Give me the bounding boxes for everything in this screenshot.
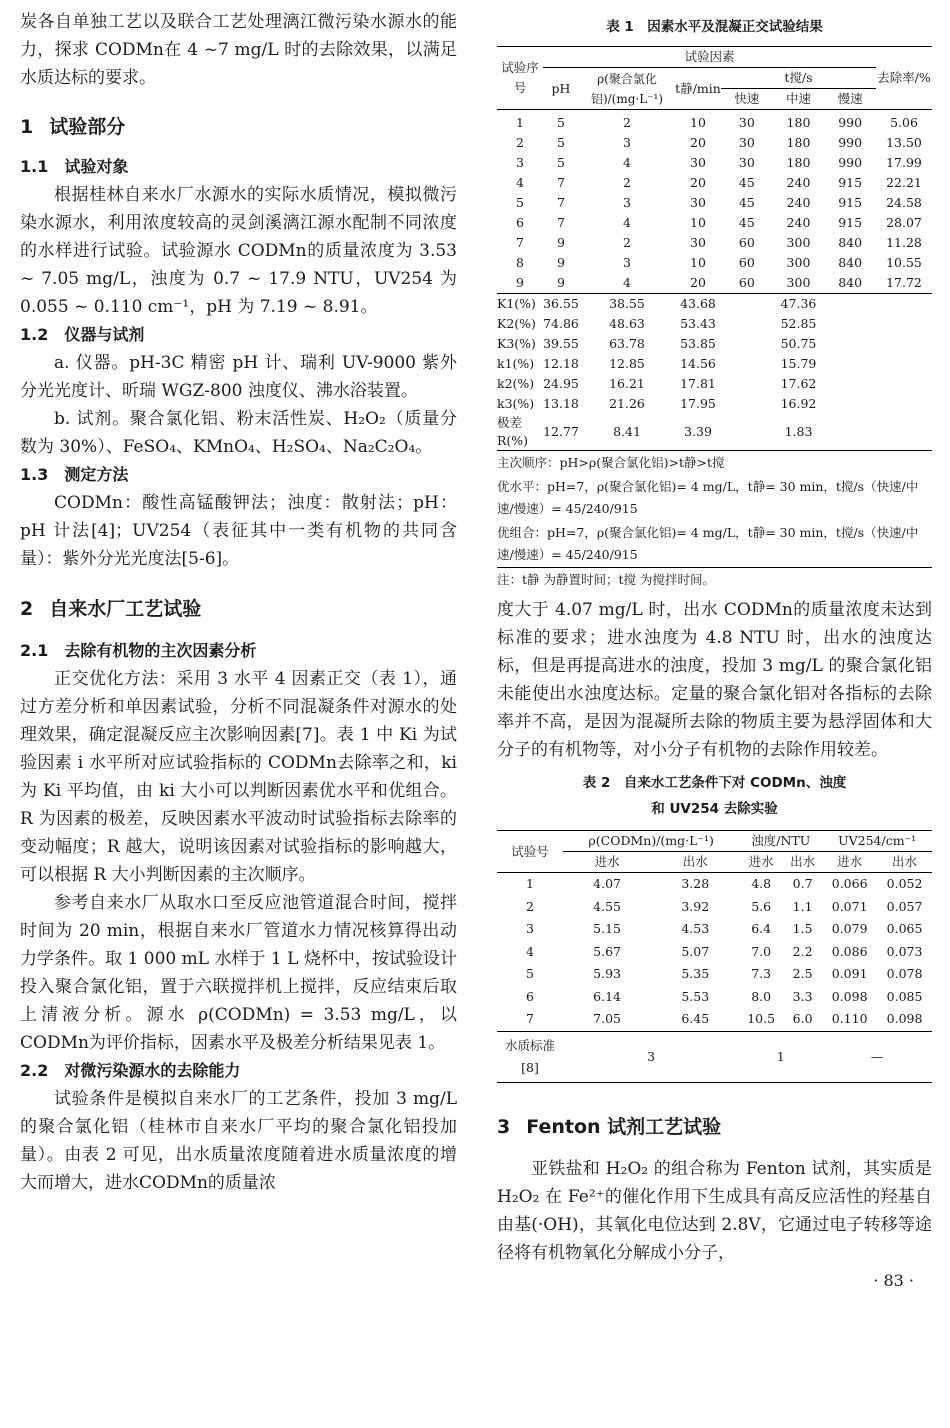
stats-cell: 36.55 xyxy=(543,296,579,311)
header-run: 试验序号 xyxy=(501,60,539,95)
table-cell: 10.55 xyxy=(886,255,922,270)
stats-cell: 53.43 xyxy=(680,316,716,331)
stats-row xyxy=(497,334,932,354)
table-cell: 17.99 xyxy=(886,155,922,170)
table-cell: 3 xyxy=(623,255,631,270)
table-row xyxy=(497,1008,932,1031)
table-cell: 20 xyxy=(690,135,706,150)
stats-cell: 53.85 xyxy=(680,336,716,351)
table-cell: 0.078 xyxy=(886,966,923,981)
stats-cell: 15.79 xyxy=(780,356,817,371)
paragraph-reagents: b. 试剂。聚合氯化铝、粉末活性炭、H₂O₂（质量分数为 30%）、FeSO₄、KMnO₄、H₂SO₄、Na₂C₂O₄。 xyxy=(20,409,457,457)
table-cell: 6 xyxy=(516,215,524,230)
table-cell: 1.5 xyxy=(792,921,813,936)
subsection-1-2-heading xyxy=(20,321,457,349)
stats-row xyxy=(497,314,932,334)
table-cell: 4.55 xyxy=(593,898,621,914)
subsection-title: 测定方法 xyxy=(64,465,129,484)
stats-cell: K1(%) xyxy=(497,296,536,311)
table-cell: 840 xyxy=(838,275,863,290)
table-cell: 6.14 xyxy=(593,988,621,1004)
table-cell: 2 xyxy=(623,115,631,130)
table-cell: 180 xyxy=(786,155,811,170)
stats-cell: 12.85 xyxy=(609,356,645,371)
header-turbidity: 浊度/NTU xyxy=(739,831,822,852)
table-cell: 9 xyxy=(516,275,524,290)
header-fast: 快速 xyxy=(734,91,760,106)
stats-cell: 63.78 xyxy=(609,336,645,351)
table-cell: 3.28 xyxy=(681,876,710,891)
table-row xyxy=(497,873,932,896)
section-number: 1 xyxy=(20,116,34,138)
stats-row xyxy=(497,374,932,394)
table-row xyxy=(497,173,932,193)
table-cell: 0.052 xyxy=(886,876,923,891)
table-cell: 10 xyxy=(690,255,706,270)
stats-cell: 12.18 xyxy=(543,356,579,371)
table-cell: 60 xyxy=(738,255,755,270)
table-cell: 180 xyxy=(786,135,811,150)
section-2-heading xyxy=(20,595,457,623)
table-cell: 300 xyxy=(786,235,811,250)
table-cell: 4 xyxy=(623,155,631,170)
table-cell: 0.071 xyxy=(831,898,868,914)
table-cell: 22.21 xyxy=(886,175,922,190)
table-cell: 0.079 xyxy=(831,921,868,936)
subsection-number: 1.1 xyxy=(20,157,49,176)
header-removal: 去除率/% xyxy=(877,70,931,85)
stats-cell: 74.86 xyxy=(543,316,579,331)
table-cell: 0.086 xyxy=(831,943,868,959)
table-1 xyxy=(497,46,932,450)
table-cell: 3 xyxy=(623,135,631,150)
optimal-combination: 优组合：pH=7，ρ(聚合氯化铝)= 4 mg/L，t静= 30 min，t搅/s（快速/中速/慢速）= 45/240/915 xyxy=(497,525,919,562)
stats-cell: 8.41 xyxy=(613,424,641,439)
table-row xyxy=(497,133,932,153)
table-cell: 5.06 xyxy=(890,115,918,130)
empty-cell xyxy=(876,354,932,374)
section-title: 试验部分 xyxy=(49,116,126,138)
table-cell: 0.085 xyxy=(886,988,923,1004)
table-cell: 11.28 xyxy=(886,235,922,250)
table-row xyxy=(497,896,932,919)
table-cell: 24.58 xyxy=(886,195,922,210)
stats-cell: 17.62 xyxy=(780,376,817,391)
table-cell: 30 xyxy=(738,115,755,130)
subsection-title: 仪器与试剂 xyxy=(64,325,145,344)
stats-cell: 48.63 xyxy=(609,316,645,331)
table-cell: 5.15 xyxy=(593,921,621,936)
paragraph-table2-discussion: 度大于 4.07 mg/L 时，出水 CODMn的质量浓度未达到标准的要求；进水浊度为 4.8 NTU 时，出水的浊度达标，但是再提高进水的浊度，投加 3 mg/L 的聚合氯化铝未能使出水浊度达标。定量的聚合氯化铝对各指标的去除率并不高，是因为混凝所去除的物质主要为悬浮固体和大分子的有机物等，对小分子有机物的去除作用较差。 xyxy=(497,600,932,760)
table-cell: 5 xyxy=(516,195,524,210)
table-row xyxy=(497,153,932,173)
table-cell: 0.065 xyxy=(886,921,923,936)
table-row xyxy=(497,986,932,1009)
table-cell: 5.93 xyxy=(593,966,621,981)
stats-cell: 16.21 xyxy=(609,376,645,391)
table-cell: 4 xyxy=(516,175,524,190)
section-title: 自来水厂工艺试验 xyxy=(49,598,202,620)
section-3-heading xyxy=(497,1113,932,1141)
header-inflow: 进水 xyxy=(837,854,863,869)
table-cell: 4.07 xyxy=(593,876,621,891)
stats-cell: K3(%) xyxy=(497,336,536,351)
header-pac: ρ(聚合氯化铝)/(mg·L⁻¹) xyxy=(590,71,664,106)
table-cell: 7 xyxy=(557,195,565,210)
table-cell: 5.67 xyxy=(593,943,621,959)
header-inflow: 进水 xyxy=(748,854,774,869)
header-outflow: 出水 xyxy=(790,854,816,869)
stats-cell: 21.26 xyxy=(609,396,645,411)
table-cell: 3 xyxy=(526,921,534,936)
table-cell: 1 xyxy=(526,876,534,891)
table-cell: 9 xyxy=(557,235,565,250)
header-outflow: 出水 xyxy=(892,854,918,869)
subsection-title: 试验对象 xyxy=(64,157,129,176)
header-slow: 慢速 xyxy=(837,91,863,106)
table-cell: 60 xyxy=(738,235,755,250)
table-cell: 20 xyxy=(690,175,706,190)
subsection-number: 1.3 xyxy=(20,465,49,484)
stats-cell: 50.75 xyxy=(780,336,817,351)
subsection-number: 1.2 xyxy=(20,325,49,344)
table-cell: 240 xyxy=(786,215,811,230)
table-cell: 2.2 xyxy=(792,943,813,959)
table-cell: 7.05 xyxy=(593,1011,621,1026)
optimal-level: 优水平：pH=7，ρ(聚合氯化铝)= 4 mg/L，t静= 30 min，t搅/s（快速/中速/慢速）= 45/240/915 xyxy=(497,479,919,516)
stats-cell: k3(%) xyxy=(497,396,535,411)
subsection-1-3-heading xyxy=(20,461,457,489)
table-1-footnote: 注：t静 为静置时间；t搅 为搅拌时间。 xyxy=(497,567,932,592)
standard-turbidity: 1 xyxy=(776,1048,785,1064)
table-2-body xyxy=(497,873,932,1032)
stats-cell: 极差R(%) xyxy=(497,415,529,448)
empty-cell xyxy=(876,294,932,315)
section-title: Fenton 试剂工艺试验 xyxy=(526,1115,722,1138)
table-cell: 28.07 xyxy=(886,215,922,230)
header-cod: ρ(CODMn)/(mg·L⁻¹) xyxy=(563,831,739,852)
paragraph-instruments: a. 仪器。pH-3C 精密 pH 计、瑞利 UV-9000 紫外分光光度计、昕瑞 WGZ-800 浊度仪、沸水浴装置。 xyxy=(20,353,457,401)
table-cell: 10.5 xyxy=(747,1011,776,1026)
table-cell: 915 xyxy=(838,195,863,210)
table-cell: 30 xyxy=(690,195,706,210)
table-cell: 8.0 xyxy=(751,988,772,1004)
table-cell: 6.4 xyxy=(751,921,772,936)
table-cell: 1.1 xyxy=(792,898,813,914)
paragraph-removal-capacity: 试验条件是模拟自来水厂的工艺条件，投加 3 mg/L 的聚合氯化铝（桂林市自来水厂平均的聚合氯化铝投加量）。由表 2 可见，出水质量浓度随着进水质量浓度的增大而增大，进水CODMn的质量浓 xyxy=(20,1089,457,1193)
table-row xyxy=(497,253,932,273)
stats-cell: 17.81 xyxy=(680,376,716,391)
table-row xyxy=(497,963,932,986)
table-cell: 240 xyxy=(786,175,811,190)
table-cell: 5 xyxy=(557,115,565,130)
table-cell: 3 xyxy=(623,195,631,210)
table-cell: 3 xyxy=(516,155,524,170)
table-cell: 7 xyxy=(557,215,565,230)
stats-cell: 47.36 xyxy=(780,296,817,311)
table-cell: 0.110 xyxy=(831,1011,868,1026)
table-cell: 2 xyxy=(623,175,631,190)
table-cell: 0.066 xyxy=(831,876,868,891)
paragraph-orthogonal: 正交优化方法：采用 3 水平 4 因素正交（表 1），通过方差分析和单因素试验，分析不同混凝条件对源水的处理效果，确定混凝反应主次影响因素[7]。表 1 中 Ki 为试验因素 i 水平所对应试验指标的 CODMn去除率之和，ki 为 Ki 平均值，由 ki 大小可以判断因素优水平和优组合。R 为因素的极差，反映因素水平波动时试验指标去除率的变动幅度；R 越大，说明该因素对试验指标的影响越大，可以根据 R 大小判断因素的主次顺序。 xyxy=(20,669,457,885)
section-number: 3 xyxy=(497,1115,511,1138)
stats-cell: 12.77 xyxy=(543,424,579,439)
table-cell: 10 xyxy=(690,215,706,230)
table-cell: 7 xyxy=(516,235,524,250)
section-1-heading xyxy=(20,113,457,141)
left-column xyxy=(20,0,457,1197)
table-cell: 30 xyxy=(738,155,755,170)
paragraph-methods: CODMn：酸性高锰酸钾法；浊度：散射法；pH：pH 计法[4]；UV254（表征其中一类有机物的共同含量）：紫外分光光度法[5-6]。 xyxy=(20,493,457,569)
factor-order: 主次顺序：pH>ρ(聚合氯化铝)>t静>t搅 xyxy=(497,455,725,470)
table-cell: 30 xyxy=(738,135,755,150)
table-cell: 990 xyxy=(838,155,863,170)
subsection-1-1-heading xyxy=(20,153,457,181)
empty-cell xyxy=(876,314,932,334)
paragraph-mixing: 参考自来水厂从取水口至反应池管道混合时间，搅拌时间为 20 min，根据自来水厂管道水力情况核算得出动力学条件。取 1 000 mL 水样于 1 L 烧杯中，按试验设计投入聚合氯化铝，置于六联搅拌机上搅拌，反应结束后取上清液分析。源水 ρ(CODMn) = 3.53 mg/L，以 CODMn为评价指标，因素水平及极差分析结果见表 1。 xyxy=(20,893,457,1053)
table-1-body xyxy=(497,110,932,294)
table-cell: 0.091 xyxy=(831,966,868,981)
table-cell: 5 xyxy=(557,135,565,150)
table-cell: 8 xyxy=(516,255,524,270)
table-cell: 45 xyxy=(738,175,755,190)
table-cell: 30 xyxy=(690,235,706,250)
intro-paragraph: 炭各自单独工艺以及联合工艺处理漓江微污染水源水的能力，探求 CODMn在 4 ~7 mg/L 时的去除效果，以满足水质达标的要求。 xyxy=(20,12,457,88)
table-1-caption: 表 1 因素水平及混凝正交试验结果 xyxy=(606,19,823,35)
table-cell: 0.7 xyxy=(792,876,813,891)
stats-cell: 38.55 xyxy=(609,296,645,311)
table-cell: 2 xyxy=(526,898,534,914)
table-cell: 5.6 xyxy=(751,898,772,914)
table-cell: 5 xyxy=(526,966,534,981)
table-cell: 0.073 xyxy=(886,943,923,959)
stats-cell: 17.95 xyxy=(680,396,716,411)
table-cell: 240 xyxy=(786,195,811,210)
table-cell: 7.0 xyxy=(751,943,772,959)
header-factors: 试验因素 xyxy=(543,47,876,68)
stats-cell: k1(%) xyxy=(497,356,535,371)
stats-cell: 24.95 xyxy=(543,376,579,391)
table-cell: 6 xyxy=(526,988,534,1004)
table-cell: 10 xyxy=(690,115,706,130)
subsection-2-2-heading xyxy=(20,1057,457,1085)
table-row xyxy=(497,941,932,964)
stats-cell: 14.56 xyxy=(680,356,716,371)
table-cell: 2.5 xyxy=(792,966,813,981)
table-cell: 7.3 xyxy=(751,966,772,981)
header-t-stir: t搅/s xyxy=(721,68,876,89)
table-cell: 840 xyxy=(838,255,863,270)
paragraph-fenton: 亚铁盐和 H₂O₂ 的组合称为 Fenton 试剂，其实质是 H₂O₂ 在 Fe²⁺的催化作用下生成具有高反应活性的羟基自由基(·OH)，其氧化电位达到 2.8V，它通过电子转移等途径将有机物氧化分解成小分子， xyxy=(497,1158,932,1263)
table-cell: 4 xyxy=(526,943,534,959)
subsection-title: 去除有机物的主次因素分析 xyxy=(64,641,257,660)
table-cell: 5.53 xyxy=(681,988,710,1004)
table-cell: 7 xyxy=(526,1011,534,1026)
table-cell: 180 xyxy=(786,115,811,130)
subsection-number: 2.1 xyxy=(20,641,49,660)
table-cell: 0.098 xyxy=(886,1011,923,1026)
table-cell: 915 xyxy=(838,215,863,230)
empty-cell xyxy=(876,414,932,450)
empty-cell xyxy=(876,374,932,394)
table-cell: 45 xyxy=(738,215,755,230)
table-cell: 5.07 xyxy=(681,943,710,959)
table-cell: 6.0 xyxy=(792,1011,813,1026)
stats-cell: 43.68 xyxy=(680,296,716,311)
table-2-caption-line1: 表 2 自来水工艺条件下对 CODMn、浊度 xyxy=(582,775,847,791)
page-number: · 83 · xyxy=(873,1270,914,1290)
table-cell: 9 xyxy=(557,275,565,290)
subsection-number: 2.2 xyxy=(20,1061,49,1080)
table-cell: 13.50 xyxy=(886,135,922,150)
header-inflow: 进水 xyxy=(594,854,620,869)
stats-cell: 1.83 xyxy=(784,424,813,439)
table-row xyxy=(497,273,932,294)
table-1-stats xyxy=(497,294,932,451)
table-cell: 45 xyxy=(738,195,755,210)
stats-cell: 39.55 xyxy=(543,336,579,351)
table-cell: 300 xyxy=(786,255,811,270)
empty-cell xyxy=(876,394,932,414)
header-t-static: t静/min xyxy=(675,80,721,96)
table-cell: 3.3 xyxy=(792,988,813,1004)
table-cell: 4 xyxy=(623,275,631,290)
stats-cell: 16.92 xyxy=(780,396,817,411)
table-cell: 5 xyxy=(557,155,565,170)
stats-row xyxy=(497,414,932,450)
header-outflow: 出水 xyxy=(682,854,708,869)
paragraph-test-object: 根据桂林自来水厂水源水的实际水质情况，模拟微污染水源水，利用浓度较高的灵剑溪漓江源水配制不同浓度的水样进行试验。试验源水 CODMn的质量浓度为 3.53 ~ 7.05 mg/L，浊度为 0.7 ~ 17.9 NTU，UV254 为 0.055 ~ 0.110 cm⁻¹，pH 为 7.19 ~ 8.91。 xyxy=(20,185,457,317)
table-cell: 2 xyxy=(516,135,524,150)
table-cell: 3.92 xyxy=(681,898,710,914)
table-row xyxy=(497,193,932,213)
header-uv254: UV254/cm⁻¹ xyxy=(822,831,932,852)
empty-cell xyxy=(876,334,932,354)
table-cell: 60 xyxy=(738,275,755,290)
stats-cell: 3.39 xyxy=(684,424,712,439)
table-2-caption-line2: 和 UV254 去除实验 xyxy=(651,801,778,817)
standard-uv254: — xyxy=(870,1048,884,1064)
table-cell: 4 xyxy=(623,215,631,230)
table-cell: 300 xyxy=(786,275,811,290)
standard-cod: 3 xyxy=(647,1048,656,1064)
header-run: 试验号 xyxy=(511,843,549,859)
table-cell: 990 xyxy=(838,135,863,150)
table-cell: 0.057 xyxy=(886,898,923,914)
stats-row xyxy=(497,394,932,414)
table-row-standard xyxy=(497,1031,932,1082)
table-row xyxy=(497,213,932,233)
table-cell: 6.45 xyxy=(681,1011,710,1026)
table-cell: 0.098 xyxy=(831,988,868,1004)
stats-cell: k2(%) xyxy=(497,376,535,391)
table-cell: 1 xyxy=(516,115,524,130)
stats-cell: 52.85 xyxy=(780,316,817,331)
table-1-notes xyxy=(497,450,932,567)
table-cell: 17.72 xyxy=(886,275,922,290)
table-cell: 30 xyxy=(690,155,706,170)
section-number: 2 xyxy=(20,598,34,620)
table-row xyxy=(497,110,932,134)
table-cell: 915 xyxy=(838,175,863,190)
table-cell: 5.35 xyxy=(681,966,710,981)
right-column xyxy=(497,0,932,1293)
table-cell: 840 xyxy=(838,235,863,250)
stats-cell: 13.18 xyxy=(543,396,579,411)
table-cell: 7 xyxy=(557,175,565,190)
subsection-title: 对微污染源水的去除能力 xyxy=(64,1061,241,1080)
stats-row xyxy=(497,294,932,315)
standard-label: 水质标准[8] xyxy=(504,1037,555,1075)
table-cell: 2 xyxy=(623,235,631,250)
header-ph: pH xyxy=(551,80,571,96)
stats-row xyxy=(497,354,932,374)
table-cell: 990 xyxy=(838,115,863,130)
header-medium: 中速 xyxy=(785,91,811,106)
table-cell: 4.8 xyxy=(751,876,772,891)
table-2 xyxy=(497,830,932,1083)
table-cell: 4.53 xyxy=(681,921,710,936)
stats-cell: K2(%) xyxy=(497,316,536,331)
table-row xyxy=(497,233,932,253)
table-cell: 20 xyxy=(690,275,706,290)
table-row xyxy=(497,918,932,941)
subsection-2-1-heading xyxy=(20,637,457,665)
table-cell: 9 xyxy=(557,255,565,270)
